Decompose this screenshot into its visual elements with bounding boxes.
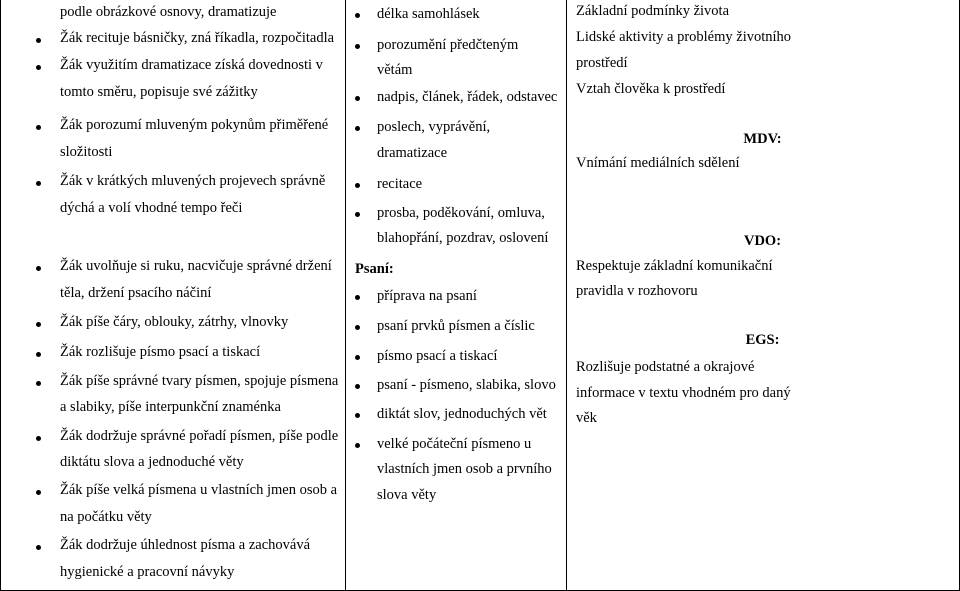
col3-mdv-text: Vnímání mediálních sdělení xyxy=(576,155,740,171)
col2-item2-4-line-1: psaní - písmeno, slabika, slovo xyxy=(377,377,556,393)
col2-item-6-line-2: blahopřání, pozdrav, oslovení xyxy=(377,230,549,246)
bullet xyxy=(355,13,360,18)
bullet xyxy=(36,436,41,441)
col1-item-8-line-2: a slabiky, píše interpunkční znaménka xyxy=(60,399,281,415)
col1-item-10-line-1: Žák píše velká písmena u vlastních jmen osob a xyxy=(60,482,338,498)
col2-item-3-line-1: nadpis, článek, řádek, odstavec xyxy=(377,89,558,105)
bullet xyxy=(36,266,41,271)
col2-item-5-line-1: recitace xyxy=(377,176,423,192)
bullet xyxy=(355,183,360,188)
col1-item-1-line-1: Žák recituje básničky, zná říkadla, rozpočitadla xyxy=(60,30,335,46)
col1-item-7-line-1: Žák rozlišuje písmo psací a tiskací xyxy=(60,344,261,360)
col2-item2-6-line-1: velké počáteční písmeno u xyxy=(377,436,532,452)
col3-egs-line-3: věk xyxy=(576,410,597,426)
col1-item-5-line-2: těla, držení psacího náčiní xyxy=(60,285,212,301)
column-divider-2 xyxy=(566,0,567,591)
col1-item-9-line-1: Žák dodržuje správné pořadí písmen, píše podle xyxy=(60,428,339,444)
col1-item-11-line-1: Žák dodržuje úhlednost písma a zachovává xyxy=(60,537,311,553)
bullet xyxy=(355,443,360,448)
col1-item-2-line-2: tomto směru, popisuje své zážitky xyxy=(60,84,258,100)
col2-heading-psani: Psaní: xyxy=(355,261,394,277)
col3-line-4: Vztah člověka k prostředí xyxy=(576,81,726,97)
bullet xyxy=(36,322,41,327)
col3-egs-line-2: informace v textu vhodném pro daný xyxy=(576,385,791,401)
bullet xyxy=(36,490,41,495)
col3-vdo-line-2: pravidla v rozhovoru xyxy=(576,283,698,299)
bullet xyxy=(355,413,360,418)
bullet xyxy=(355,355,360,360)
bullet xyxy=(36,545,41,550)
table-border-left xyxy=(0,0,1,591)
col3-vdo-line-1: Respektuje základní komunikační xyxy=(576,258,773,274)
col2-item2-6-line-2: vlastních jmen osob a prvního xyxy=(377,461,552,477)
col1-intro: podle obrázkové osnovy, dramatizuje xyxy=(60,4,277,20)
col2-item2-3-line-1: písmo psací a tiskací xyxy=(377,348,498,364)
col3-egs-title: EGS: xyxy=(745,332,780,348)
col1-item-10-line-2: na počátku věty xyxy=(60,509,152,525)
col1-item-4-line-1: Žák v krátkých mluvených projevech správně xyxy=(60,173,326,189)
bullet xyxy=(36,125,41,130)
bullet xyxy=(36,65,41,70)
bullet xyxy=(36,181,41,186)
column-divider-1 xyxy=(345,0,346,591)
col3-line-2: Lidské aktivity a problémy životního xyxy=(576,29,792,45)
col2-item2-5-line-1: diktát slov, jednoduchých vět xyxy=(377,406,547,422)
col3-line-3: prostředí xyxy=(576,55,628,71)
bullet xyxy=(355,96,360,101)
col1-item-3-line-1: Žák porozumí mluveným pokynům přiměřené xyxy=(60,117,329,133)
col3-egs-line-1: Rozlišuje podstatné a okrajové xyxy=(576,359,755,375)
col2-item2-6-line-3: slova věty xyxy=(377,487,437,503)
col1-item-9-line-2: diktátu slova a jednoduché věty xyxy=(60,454,244,470)
col2-item-4-line-2: dramatizace xyxy=(377,145,448,161)
col1-item-2-line-1: Žák využitím dramatizace získá dovednosti v xyxy=(60,57,323,73)
col2-item2-1-line-1: příprava na psaní xyxy=(377,288,477,304)
col2-item-2-line-2: větám xyxy=(377,62,413,78)
col2-item-1-line-1: délka samohlásek xyxy=(377,6,480,22)
bullet xyxy=(355,212,360,217)
bullet xyxy=(355,384,360,389)
col1-item-8-line-1: Žák píše správné tvary písmen, spojuje písmena xyxy=(60,373,339,389)
col1-item-6-line-1: Žák píše čáry, oblouky, zátrhy, vlnovky xyxy=(60,314,289,330)
col1-item-3-line-2: složitosti xyxy=(60,144,113,160)
bullet xyxy=(355,44,360,49)
col1-item-4-line-2: dýchá a volí vhodné tempo řeči xyxy=(60,200,243,216)
col2-item-6-line-1: prosba, poděkování, omluva, xyxy=(377,205,545,221)
bullet xyxy=(36,352,41,357)
col1-item-11-line-2: hygienické a pracovní návyky xyxy=(60,564,235,580)
col1-item-5-line-1: Žák uvolňuje si ruku, nacvičuje správné držení xyxy=(60,258,332,274)
col3-mdv-title: MDV: xyxy=(743,131,782,147)
bullet xyxy=(355,295,360,300)
col2-item-4-line-1: poslech, vyprávění, xyxy=(377,119,491,135)
bullet xyxy=(355,325,360,330)
bullet xyxy=(36,38,41,43)
col3-vdo-title: VDO: xyxy=(743,233,782,249)
col2-item2-2-line-1: psaní prvků písmen a číslic xyxy=(377,318,535,334)
col2-item-2-line-1: porozumění předčteným xyxy=(377,37,519,53)
bullet xyxy=(36,381,41,386)
bullet xyxy=(355,126,360,131)
col3-line-1: Základní podmínky života xyxy=(576,3,730,19)
